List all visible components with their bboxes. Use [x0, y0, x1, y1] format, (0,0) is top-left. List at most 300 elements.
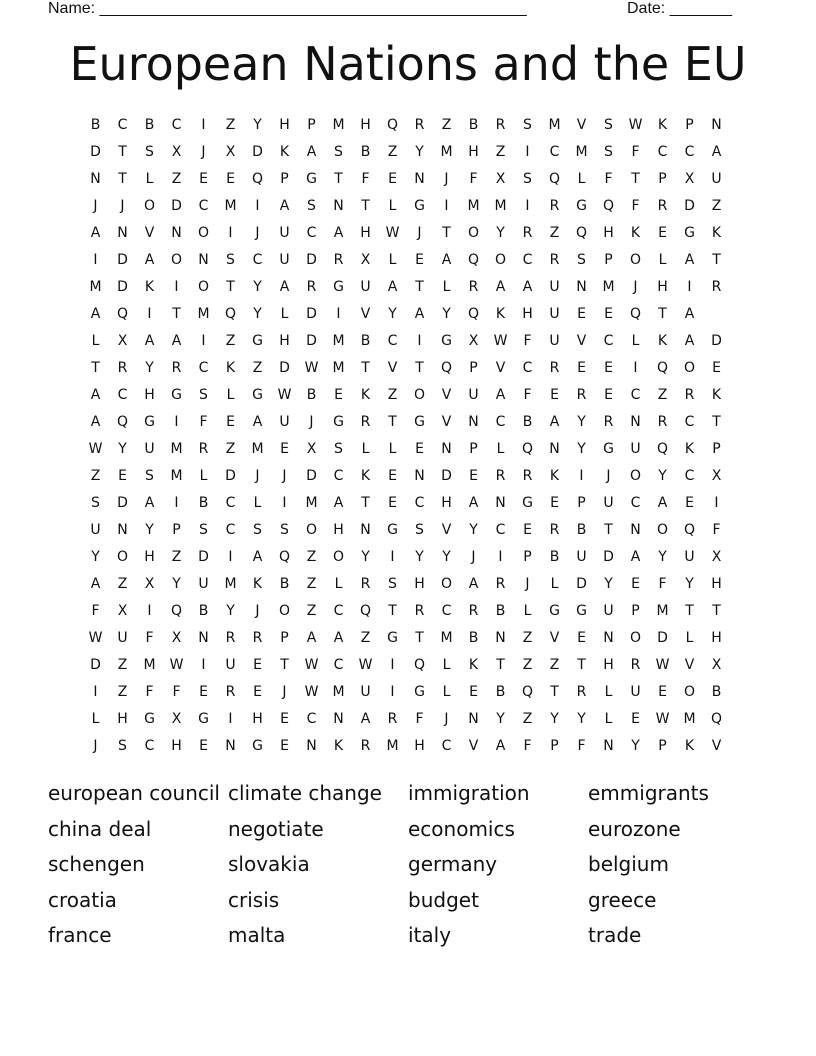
grid-letter[interactable]: J	[255, 468, 260, 484]
grid-letter[interactable]: M	[224, 198, 237, 214]
grid-letter[interactable]: I	[390, 657, 395, 673]
grid-letter[interactable]: L	[631, 333, 640, 349]
grid-letter[interactable]: M	[332, 333, 345, 349]
grid-letter[interactable]: O	[278, 603, 291, 619]
grid-letter[interactable]: N	[117, 522, 128, 538]
grid-letter[interactable]: S	[334, 441, 343, 457]
grid-letter[interactable]: J	[93, 738, 98, 754]
grid-letter[interactable]: D	[603, 549, 614, 565]
grid-letter[interactable]: D	[684, 198, 695, 214]
grid-letter[interactable]: A	[549, 414, 560, 430]
grid-letter[interactable]: G	[414, 414, 425, 430]
grid-letter[interactable]: G	[414, 684, 425, 700]
grid-letter[interactable]: B	[144, 117, 155, 133]
grid-letter[interactable]: A	[306, 630, 317, 646]
grid-letter[interactable]: N	[576, 279, 587, 295]
grid-letter[interactable]: Q	[386, 117, 399, 133]
grid-letter[interactable]: L	[442, 657, 451, 673]
grid-letter[interactable]: M	[251, 441, 264, 457]
grid-letter[interactable]: O	[413, 387, 426, 403]
grid-letter[interactable]: N	[90, 171, 101, 187]
grid-letter[interactable]: K	[684, 738, 695, 754]
grid-letter[interactable]: Z	[522, 711, 533, 727]
grid-letter[interactable]: A	[252, 549, 263, 565]
grid-letter[interactable]: V	[441, 522, 452, 538]
grid-letter[interactable]: T	[361, 198, 370, 214]
grid-letter[interactable]: T	[415, 630, 424, 646]
grid-letter[interactable]: A	[279, 198, 290, 214]
grid-letter[interactable]: S	[118, 738, 127, 754]
grid-letter[interactable]: D	[576, 576, 587, 592]
grid-letter[interactable]: L	[388, 252, 397, 268]
grid-letter[interactable]: D	[171, 198, 182, 214]
grid-letter[interactable]: R	[225, 630, 236, 646]
grid-letter[interactable]: E	[604, 306, 613, 322]
grid-letter[interactable]: R	[387, 711, 398, 727]
grid-letter[interactable]: D	[90, 657, 101, 673]
grid-letter[interactable]: Q	[602, 198, 615, 214]
grid-letter[interactable]: Y	[145, 360, 154, 376]
grid-letter[interactable]: T	[388, 603, 397, 619]
grid-letter[interactable]: C	[684, 468, 695, 484]
grid-letter[interactable]: Y	[415, 144, 424, 160]
grid-letter[interactable]: R	[576, 387, 587, 403]
date-line[interactable]: _______	[669, 0, 732, 17]
grid-letter[interactable]: O	[143, 198, 156, 214]
grid-letter[interactable]: C	[117, 117, 128, 133]
grid-letter[interactable]: F	[199, 414, 208, 430]
grid-letter[interactable]: W	[304, 684, 319, 700]
grid-letter[interactable]: M	[332, 117, 345, 133]
grid-letter[interactable]: N	[468, 711, 479, 727]
grid-letter[interactable]: T	[334, 171, 343, 187]
grid-letter[interactable]: M	[575, 144, 588, 160]
grid-letter[interactable]: O	[170, 252, 183, 268]
grid-letter[interactable]: U	[360, 279, 371, 295]
grid-letter[interactable]: S	[604, 117, 613, 133]
grid-letter[interactable]: I	[687, 279, 692, 295]
grid-letter[interactable]: H	[414, 738, 425, 754]
grid-letter[interactable]: Z	[117, 684, 128, 700]
grid-letter[interactable]: T	[712, 603, 721, 619]
grid-letter[interactable]: T	[361, 360, 370, 376]
grid-letter[interactable]: F	[604, 171, 613, 187]
grid-letter[interactable]: R	[117, 360, 128, 376]
grid-letter[interactable]: K	[684, 441, 695, 457]
grid-letter[interactable]: W	[88, 630, 103, 646]
grid-letter[interactable]: G	[684, 225, 695, 241]
grid-letter[interactable]: P	[712, 441, 721, 457]
grid-letter[interactable]: N	[414, 171, 425, 187]
grid-letter[interactable]: W	[358, 657, 373, 673]
grid-letter[interactable]: A	[468, 576, 479, 592]
grid-letter[interactable]: F	[172, 684, 181, 700]
grid-letter[interactable]: H	[252, 711, 263, 727]
grid-letter[interactable]: A	[414, 306, 425, 322]
grid-letter[interactable]: G	[333, 279, 344, 295]
grid-letter[interactable]: Q	[467, 306, 480, 322]
grid-letter[interactable]: J	[255, 603, 260, 619]
grid-letter[interactable]: A	[144, 252, 155, 268]
grid-letter[interactable]: U	[630, 441, 641, 457]
grid-letter[interactable]: U	[549, 333, 560, 349]
grid-letter[interactable]: K	[144, 279, 155, 295]
grid-letter[interactable]: A	[144, 495, 155, 511]
grid-letter[interactable]: Y	[496, 711, 505, 727]
grid-letter[interactable]: I	[390, 684, 395, 700]
grid-letter[interactable]: K	[657, 117, 668, 133]
grid-letter[interactable]: P	[307, 117, 316, 133]
grid-letter[interactable]: Y	[577, 414, 586, 430]
grid-letter[interactable]: M	[386, 738, 399, 754]
grid-letter[interactable]: R	[360, 414, 371, 430]
grid-letter[interactable]: C	[252, 252, 263, 268]
grid-letter[interactable]: A	[522, 279, 533, 295]
grid-letter[interactable]: Z	[495, 144, 506, 160]
grid-letter[interactable]: C	[684, 414, 695, 430]
grid-letter[interactable]: M	[467, 198, 480, 214]
grid-letter[interactable]: E	[334, 387, 343, 403]
grid-letter[interactable]: U	[360, 684, 371, 700]
grid-letter[interactable]: N	[495, 630, 506, 646]
grid-letter[interactable]: L	[253, 495, 262, 511]
grid-letter[interactable]: B	[468, 117, 479, 133]
grid-letter[interactable]: B	[306, 387, 317, 403]
grid-letter[interactable]: X	[711, 468, 722, 484]
grid-letter[interactable]: C	[495, 522, 506, 538]
grid-letter[interactable]: H	[468, 144, 479, 160]
grid-letter[interactable]: T	[685, 603, 694, 619]
grid-letter[interactable]: K	[279, 144, 290, 160]
grid-letter[interactable]: O	[197, 279, 210, 295]
grid-letter[interactable]: D	[306, 468, 317, 484]
grid-letter[interactable]: Y	[145, 522, 154, 538]
grid-letter[interactable]: N	[198, 252, 209, 268]
grid-letter[interactable]: C	[441, 738, 452, 754]
grid-letter[interactable]: L	[388, 198, 397, 214]
grid-letter[interactable]: X	[711, 549, 722, 565]
grid-letter[interactable]: A	[495, 738, 506, 754]
grid-letter[interactable]: Y	[658, 549, 667, 565]
grid-letter[interactable]: Z	[711, 198, 722, 214]
grid-letter[interactable]: N	[306, 738, 317, 754]
grid-letter[interactable]: D	[306, 252, 317, 268]
grid-letter[interactable]: X	[171, 630, 182, 646]
grid-letter[interactable]: Z	[90, 468, 101, 484]
grid-letter[interactable]: E	[388, 171, 397, 187]
grid-letter[interactable]: U	[603, 495, 614, 511]
grid-letter[interactable]: U	[549, 279, 560, 295]
grid-letter[interactable]: I	[93, 684, 98, 700]
grid-letter[interactable]: P	[685, 117, 694, 133]
grid-letter[interactable]: T	[577, 657, 586, 673]
grid-letter[interactable]: J	[282, 684, 287, 700]
grid-letter[interactable]: Q	[656, 360, 669, 376]
grid-letter[interactable]: N	[360, 522, 371, 538]
grid-letter[interactable]: I	[525, 198, 530, 214]
grid-letter[interactable]: D	[117, 495, 128, 511]
grid-letter[interactable]: I	[444, 198, 449, 214]
grid-letter[interactable]: O	[656, 522, 669, 538]
grid-letter[interactable]: C	[198, 198, 209, 214]
grid-letter[interactable]: C	[522, 252, 533, 268]
grid-letter[interactable]: U	[90, 522, 101, 538]
grid-letter[interactable]: K	[360, 468, 371, 484]
grid-letter[interactable]: G	[522, 495, 533, 511]
grid-letter[interactable]: S	[388, 576, 397, 592]
grid-letter[interactable]: S	[226, 252, 235, 268]
grid-letter[interactable]: Y	[469, 522, 478, 538]
grid-letter[interactable]: N	[630, 522, 641, 538]
grid-letter[interactable]: G	[603, 441, 614, 457]
grid-letter[interactable]: L	[496, 441, 505, 457]
grid-letter[interactable]: T	[415, 279, 424, 295]
grid-letter[interactable]: D	[225, 468, 236, 484]
grid-letter[interactable]: I	[336, 306, 341, 322]
grid-letter[interactable]: H	[657, 279, 668, 295]
grid-letter[interactable]: Y	[226, 603, 235, 619]
grid-letter[interactable]: S	[145, 468, 154, 484]
grid-letter[interactable]: P	[631, 603, 640, 619]
grid-letter[interactable]: E	[577, 630, 586, 646]
grid-letter[interactable]: L	[658, 252, 667, 268]
grid-letter[interactable]: Q	[116, 414, 129, 430]
grid-letter[interactable]: G	[549, 603, 560, 619]
grid-letter[interactable]: Y	[118, 441, 127, 457]
grid-letter[interactable]: D	[441, 468, 452, 484]
grid-letter[interactable]: Y	[631, 738, 640, 754]
grid-letter[interactable]: Q	[413, 657, 426, 673]
grid-letter[interactable]: S	[523, 171, 532, 187]
grid-letter[interactable]: R	[549, 198, 560, 214]
grid-letter[interactable]: H	[711, 630, 722, 646]
grid-letter[interactable]: S	[415, 522, 424, 538]
grid-letter[interactable]: J	[471, 549, 476, 565]
grid-letter[interactable]: D	[711, 333, 722, 349]
grid-letter[interactable]: Z	[306, 603, 317, 619]
grid-letter[interactable]: H	[360, 117, 371, 133]
grid-letter[interactable]: C	[333, 468, 344, 484]
grid-letter[interactable]: Z	[117, 657, 128, 673]
grid-letter[interactable]: M	[440, 144, 453, 160]
grid-letter[interactable]: P	[523, 549, 532, 565]
grid-letter[interactable]: U	[279, 225, 290, 241]
grid-letter[interactable]: L	[91, 711, 100, 727]
grid-letter[interactable]: N	[441, 441, 452, 457]
grid-letter[interactable]: F	[523, 387, 532, 403]
grid-letter[interactable]: K	[711, 387, 722, 403]
grid-letter[interactable]: Y	[550, 711, 559, 727]
grid-letter[interactable]: W	[88, 441, 103, 457]
grid-letter[interactable]: I	[228, 711, 233, 727]
grid-letter[interactable]: F	[712, 522, 721, 538]
grid-letter[interactable]: B	[360, 144, 371, 160]
grid-letter[interactable]: Z	[306, 576, 317, 592]
grid-letter[interactable]: A	[360, 711, 371, 727]
grid-letter[interactable]: N	[225, 738, 236, 754]
grid-letter[interactable]: E	[604, 360, 613, 376]
grid-letter[interactable]: K	[657, 333, 668, 349]
grid-letter[interactable]: G	[333, 414, 344, 430]
grid-letter[interactable]: A	[90, 576, 101, 592]
grid-letter[interactable]: Q	[116, 306, 129, 322]
grid-letter[interactable]: E	[550, 495, 559, 511]
grid-letter[interactable]: R	[711, 279, 722, 295]
grid-letter[interactable]: M	[548, 117, 561, 133]
grid-letter[interactable]: M	[494, 198, 507, 214]
grid-letter[interactable]: R	[657, 198, 668, 214]
grid-letter[interactable]: A	[90, 306, 101, 322]
grid-letter[interactable]: D	[306, 333, 317, 349]
grid-letter[interactable]: A	[387, 279, 398, 295]
grid-letter[interactable]: V	[495, 360, 506, 376]
grid-letter[interactable]: U	[549, 306, 560, 322]
grid-letter[interactable]: C	[522, 360, 533, 376]
grid-letter[interactable]: Y	[604, 576, 613, 592]
grid-letter[interactable]: J	[633, 279, 638, 295]
grid-letter[interactable]: E	[631, 711, 640, 727]
grid-letter[interactable]: F	[415, 711, 424, 727]
grid-letter[interactable]: V	[684, 657, 695, 673]
grid-letter[interactable]: V	[711, 738, 722, 754]
grid-letter[interactable]: P	[550, 738, 559, 754]
grid-letter[interactable]: M	[602, 279, 615, 295]
grid-letter[interactable]: S	[604, 144, 613, 160]
grid-letter[interactable]: O	[629, 468, 642, 484]
grid-letter[interactable]: A	[306, 144, 317, 160]
grid-letter[interactable]: H	[441, 495, 452, 511]
grid-letter[interactable]: C	[630, 387, 641, 403]
grid-letter[interactable]: T	[604, 522, 613, 538]
grid-letter[interactable]: Z	[171, 549, 182, 565]
grid-letter[interactable]: W	[385, 225, 400, 241]
grid-letter[interactable]: L	[550, 576, 559, 592]
grid-letter[interactable]: O	[332, 549, 345, 565]
grid-letter[interactable]: S	[334, 144, 343, 160]
grid-letter[interactable]: K	[495, 306, 506, 322]
grid-letter[interactable]: V	[144, 225, 155, 241]
grid-letter[interactable]: T	[91, 360, 100, 376]
name-field[interactable]	[48, 0, 527, 18]
grid-letter[interactable]: C	[198, 360, 209, 376]
grid-letter[interactable]: R	[630, 657, 641, 673]
grid-letter[interactable]: N	[603, 630, 614, 646]
grid-letter[interactable]: C	[144, 738, 155, 754]
grid-letter[interactable]: B	[495, 603, 506, 619]
grid-letter[interactable]: F	[523, 738, 532, 754]
grid-letter[interactable]: M	[332, 684, 345, 700]
grid-letter[interactable]: A	[333, 630, 344, 646]
grid-letter[interactable]: C	[387, 333, 398, 349]
grid-letter[interactable]: T	[658, 306, 667, 322]
grid-letter[interactable]: J	[255, 225, 260, 241]
grid-letter[interactable]: T	[712, 414, 721, 430]
grid-letter[interactable]: A	[171, 333, 182, 349]
grid-letter[interactable]: T	[172, 306, 181, 322]
grid-letter[interactable]: T	[280, 657, 289, 673]
grid-letter[interactable]: F	[361, 171, 370, 187]
grid-letter[interactable]: K	[549, 468, 560, 484]
grid-letter[interactable]: L	[280, 306, 289, 322]
grid-letter[interactable]: L	[604, 711, 613, 727]
grid-letter[interactable]: P	[280, 171, 289, 187]
grid-letter[interactable]: T	[712, 252, 721, 268]
grid-letter[interactable]: I	[147, 306, 152, 322]
grid-letter[interactable]: A	[90, 414, 101, 430]
grid-letter[interactable]: A	[441, 252, 452, 268]
grid-letter[interactable]: X	[171, 144, 182, 160]
grid-letter[interactable]: Q	[521, 441, 534, 457]
grid-letter[interactable]: D	[306, 306, 317, 322]
grid-letter[interactable]: Z	[360, 630, 371, 646]
grid-letter[interactable]: C	[495, 414, 506, 430]
grid-letter[interactable]: I	[93, 252, 98, 268]
grid-letter[interactable]: S	[199, 522, 208, 538]
grid-letter[interactable]: Z	[522, 630, 533, 646]
grid-letter[interactable]: Z	[171, 171, 182, 187]
grid-letter[interactable]: G	[144, 711, 155, 727]
grid-letter[interactable]: X	[306, 441, 317, 457]
grid-letter[interactable]: C	[684, 144, 695, 160]
grid-letter[interactable]: X	[117, 603, 128, 619]
grid-letter[interactable]: E	[469, 684, 478, 700]
grid-letter[interactable]: E	[280, 738, 289, 754]
grid-letter[interactable]: Z	[387, 387, 398, 403]
grid-letter[interactable]: D	[198, 549, 209, 565]
grid-letter[interactable]: Z	[549, 225, 560, 241]
grid-letter[interactable]: U	[225, 657, 236, 673]
grid-letter[interactable]: G	[144, 414, 155, 430]
grid-letter[interactable]: Q	[224, 306, 237, 322]
grid-letter[interactable]: E	[199, 171, 208, 187]
grid-letter[interactable]: I	[282, 495, 287, 511]
grid-letter[interactable]: I	[201, 657, 206, 673]
grid-letter[interactable]: P	[604, 252, 613, 268]
grid-letter[interactable]: V	[441, 387, 452, 403]
grid-letter[interactable]: Y	[496, 225, 505, 241]
grid-letter[interactable]: E	[631, 576, 640, 592]
grid-letter[interactable]: U	[144, 441, 155, 457]
grid-letter[interactable]: I	[228, 225, 233, 241]
grid-letter[interactable]: N	[117, 225, 128, 241]
grid-letter[interactable]: F	[577, 738, 586, 754]
grid-letter[interactable]: B	[549, 549, 560, 565]
grid-letter[interactable]: Y	[388, 306, 397, 322]
grid-letter[interactable]: I	[174, 495, 179, 511]
grid-letter[interactable]: J	[282, 468, 287, 484]
grid-letter[interactable]: R	[414, 603, 425, 619]
grid-letter[interactable]: R	[468, 603, 479, 619]
grid-letter[interactable]: O	[440, 576, 453, 592]
grid-letter[interactable]: H	[279, 333, 290, 349]
grid-letter[interactable]: R	[495, 117, 506, 133]
grid-letter[interactable]: B	[279, 576, 290, 592]
grid-letter[interactable]: E	[577, 306, 586, 322]
grid-letter[interactable]: T	[496, 657, 505, 673]
grid-letter[interactable]: V	[360, 306, 371, 322]
grid-letter[interactable]: Z	[306, 549, 317, 565]
grid-letter[interactable]: T	[118, 144, 127, 160]
grid-letter[interactable]: U	[198, 576, 209, 592]
grid-letter[interactable]: T	[118, 171, 127, 187]
grid-letter[interactable]: R	[684, 387, 695, 403]
grid-letter[interactable]: F	[631, 144, 640, 160]
grid-letter[interactable]: O	[629, 630, 642, 646]
grid-letter[interactable]: V	[549, 630, 560, 646]
grid-letter[interactable]: W	[655, 657, 670, 673]
grid-letter[interactable]: Q	[521, 684, 534, 700]
grid-letter[interactable]: G	[306, 171, 317, 187]
